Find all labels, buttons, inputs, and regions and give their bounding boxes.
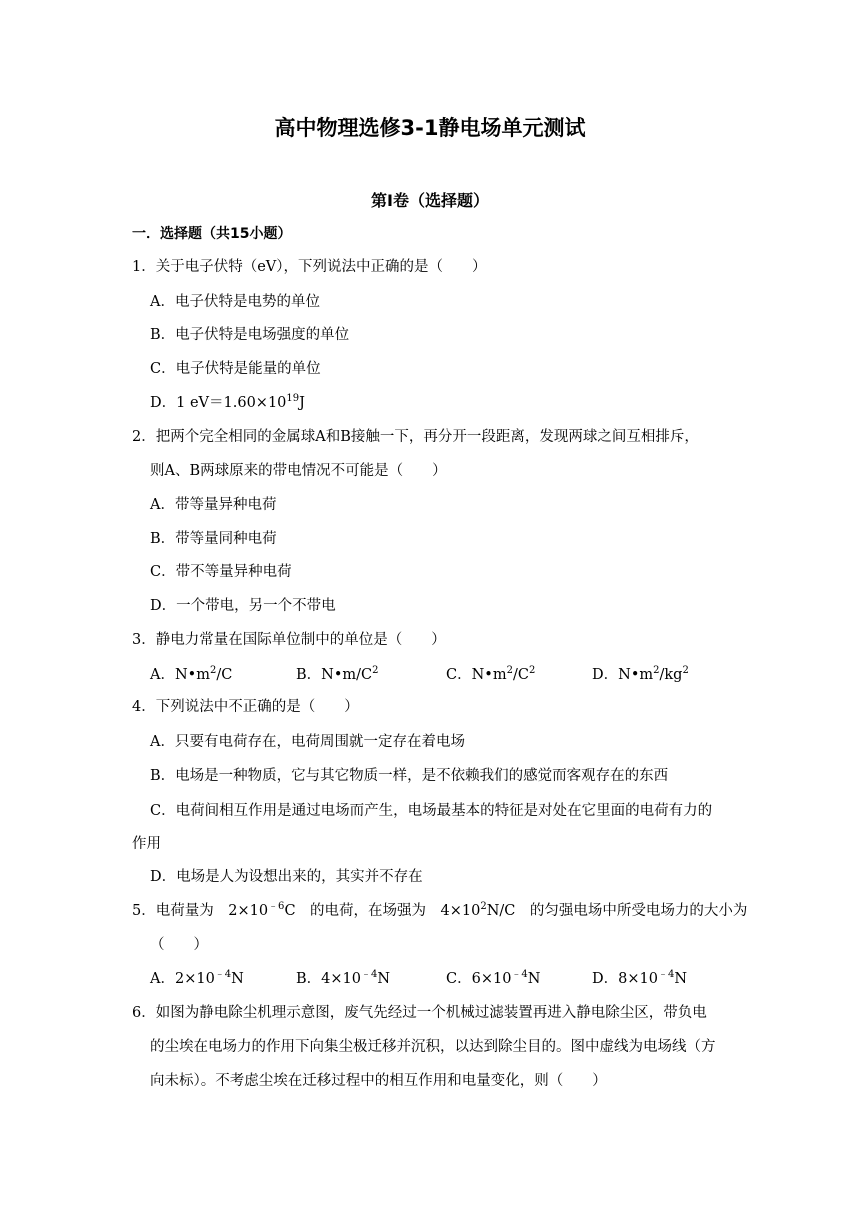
question-3-option-a: A．$N•m^2/C$ (150, 665, 233, 683)
question-4-option-a: A．只要有电荷存在，电荷周围就一定存在着电场 (150, 734, 465, 750)
question-3-option-d: D．$N•m^2/kg^2$ (592, 665, 689, 683)
question-1-option-d: D．1 $eV=1.60\times 10^{19}J$ (150, 393, 305, 411)
question-5-stem-line-2: （ ） (150, 937, 208, 953)
question-1-stem: 1．关于电子伏特（eV），下列说法中正确的是（ ） (132, 259, 487, 275)
question-2-option-d: D．一个带电，另一个不带电 (150, 598, 336, 614)
section-title: 第Ⅰ卷（选择题） (371, 191, 489, 210)
question-5-option-b: B．$4\times 10^{﹣4}N$ (296, 969, 391, 987)
question-4-option-c-line-2: 作用 (132, 836, 161, 852)
question-3-option-b: B．$N•m/C^2$ (296, 665, 379, 683)
question-5-option-c: C．$6\times 10^{﹣4}N$ (446, 969, 541, 987)
question-2-stem-line-2: 则A、B两球原来的带电情况不可能是（ ） (150, 463, 447, 479)
part-heading: 一．选择题（共15小题） (132, 226, 292, 242)
question-2-stem-line-1: 2．把两个完全相同的金属球A和B接触一下，再分开一段距离，发现两球之间互相排斥， (132, 429, 699, 445)
question-1-option-b: B．电子伏特是电场强度的单位 (150, 327, 350, 343)
question-2-option-c: C．带不等量异种电荷 (150, 564, 292, 580)
question-4-option-c-line-1: C．电荷间相互作用是通过电场而产生，电场最基本的特征是对处在它里面的电荷有力的 (150, 803, 713, 819)
question-4-option-d: D．电场是人为设想出来的，其实并不存在 (150, 869, 423, 885)
page-title: 高中物理选修3-1静电场单元测试 (274, 116, 586, 140)
question-6-stem-line-3: 向未标）。不考虑尘埃在迁移过程中的相互作用和电量变化，则（ ） (150, 1073, 607, 1089)
question-2-option-b: B．带等量同种电荷 (150, 531, 277, 547)
question-1-option-c: C．电子伏特是能量的单位 (150, 361, 321, 377)
question-4-stem: 4．下列说法中不正确的是（ ） (132, 699, 359, 715)
question-6-stem-line-1: 6．如图为静电除尘机理示意图，废气先经过一个机械过滤装置再进入静电除尘区，带负电 (132, 1005, 707, 1021)
question-5-option-a: A．$2\times 10^{﹣4}N$ (150, 969, 244, 987)
question-6-stem-line-2: 的尘埃在电场力的作用下向集尘极迁移并沉积，以达到除尘目的。图中虚线为电场线（方 (150, 1039, 716, 1055)
question-5-option-d: D．$8\times 10^{﹣4}N$ (592, 969, 688, 987)
question-3-stem: 3．静电力常量在国际单位制中的单位是（ ） (132, 632, 446, 648)
question-5-stem-line-1: 5．电荷量为 $2\times 10^{﹣6}C$ 的电荷，在场强为 $4\times 10^2N/C$ 的匀强电场中所受电场力的大小为 (132, 901, 748, 919)
question-2-option-a: A．带等量异种电荷 (150, 497, 277, 513)
question-3-option-c: C．$N•m^2/C^2$ (446, 665, 536, 683)
question-4-option-b: B．电场是一种物质，它与其它物质一样，是不依赖我们的感觉而客观存在的东西 (150, 768, 669, 784)
question-1-option-a: A．电子伏特是电势的单位 (150, 294, 320, 310)
